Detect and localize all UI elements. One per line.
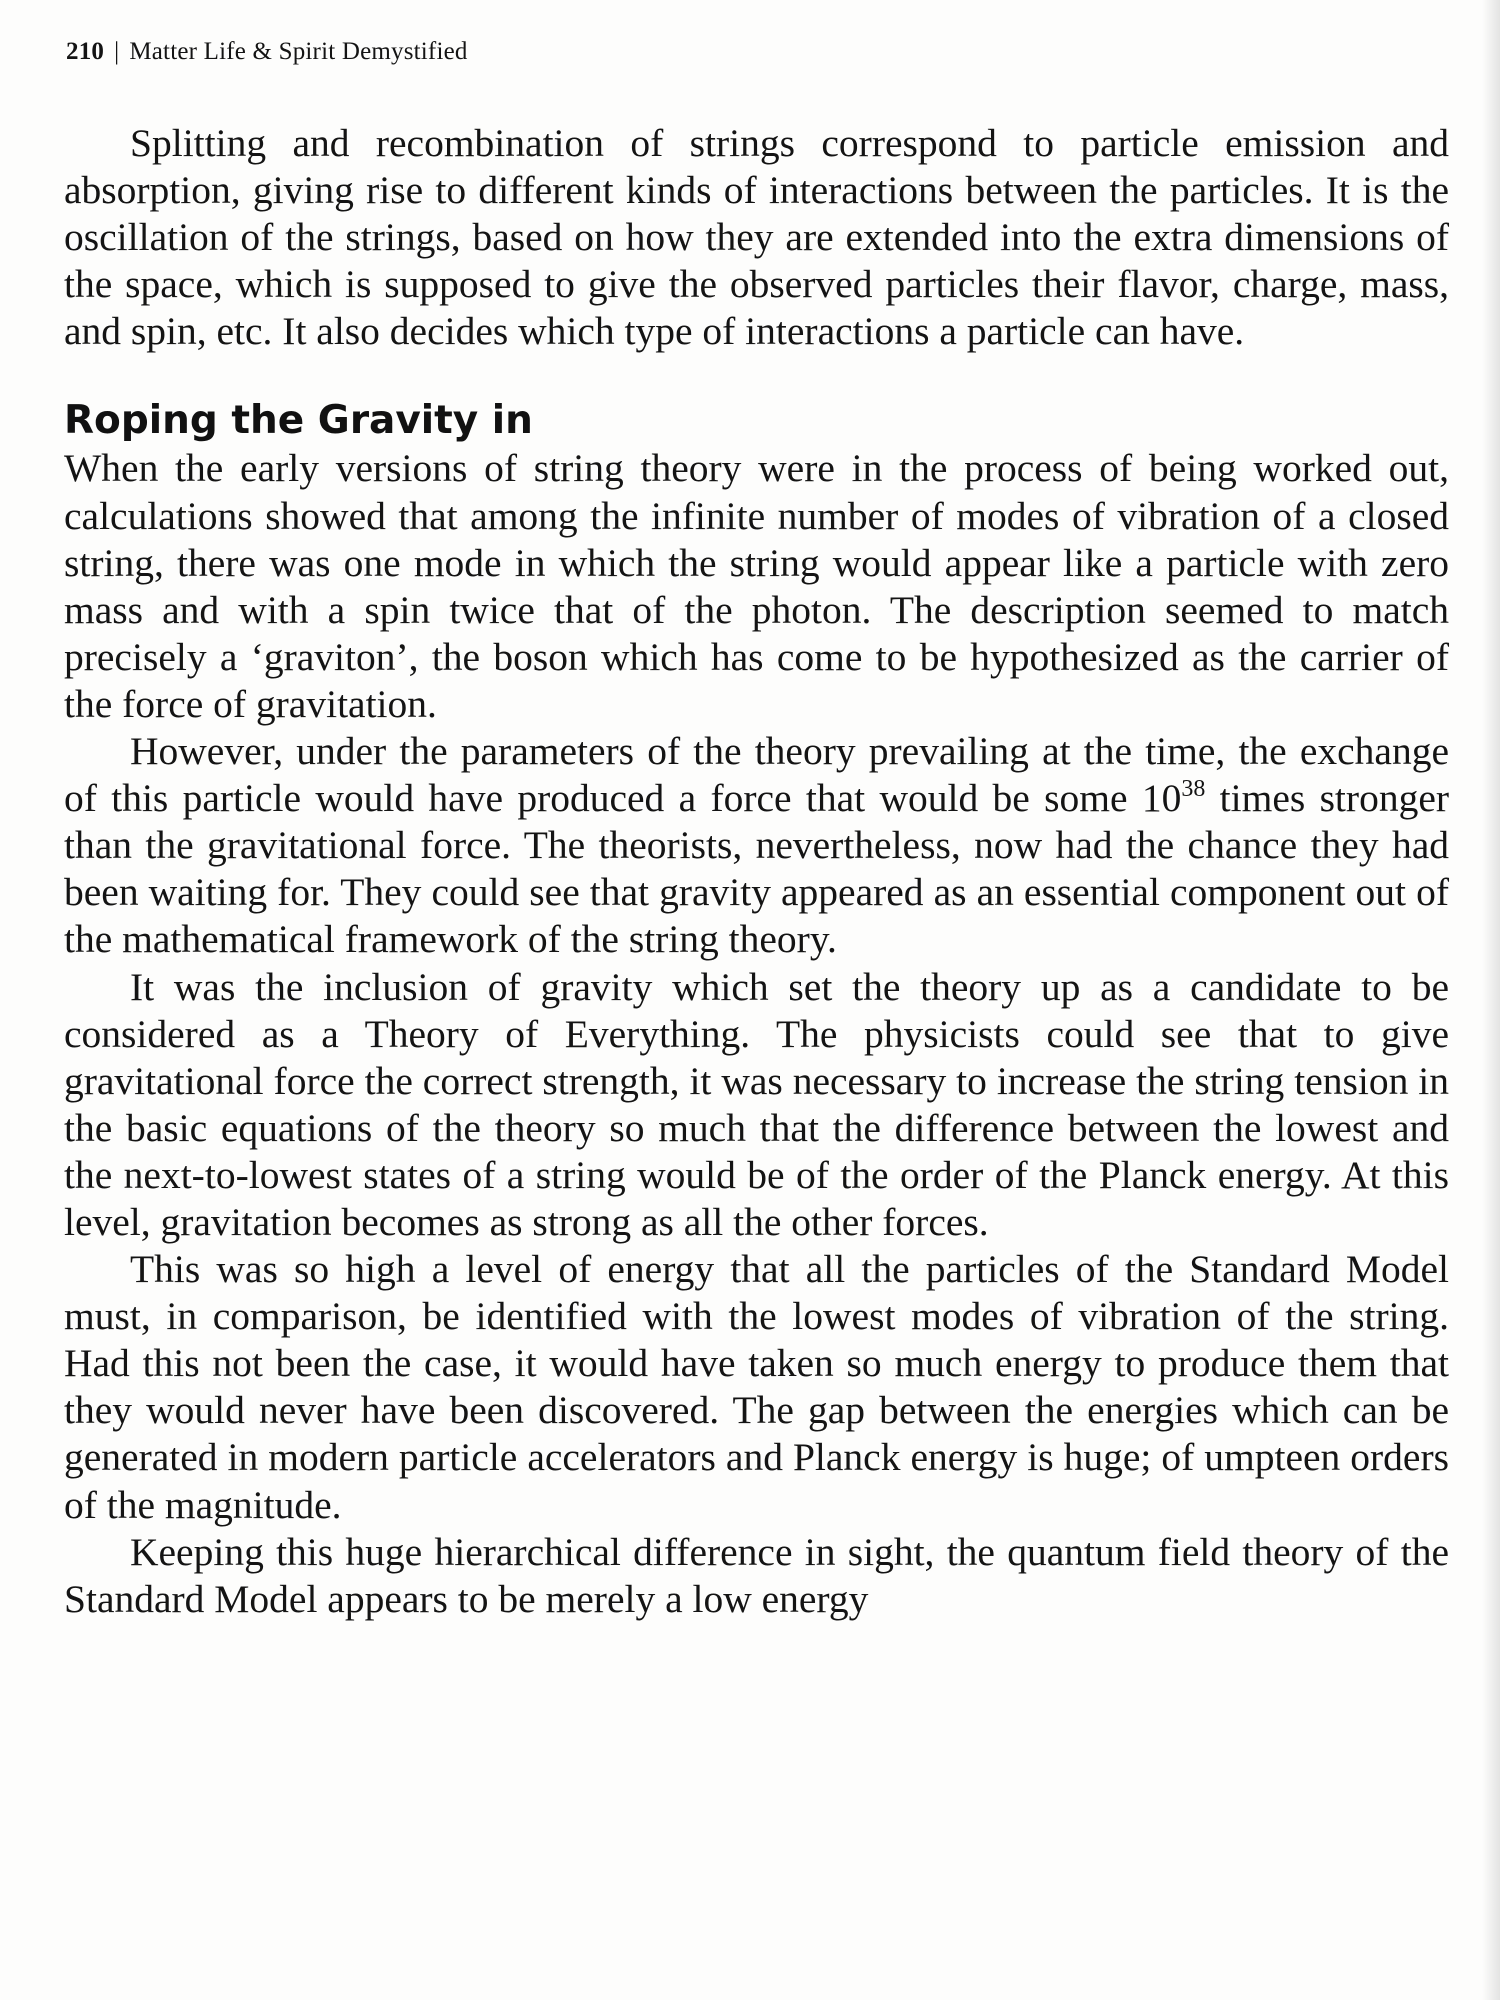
body-text (64, 120, 1449, 1623)
paragraph-planck-energy: This was so high a level of energy that all the particles of the Standard Model must, in comparison, be identified with the lowest modes of vibration of the string. Had this not been the case, it would have taken so much energy to produce them that they would never have been discovered. The gap between the energies which can be generated in modern particle accelerators and Planck energy is huge; of umpteen orders of the magnitude. (64, 1247, 1449, 1527)
page-number: 210 (66, 38, 105, 65)
running-head (66, 38, 468, 66)
running-head-separator: | (114, 38, 120, 65)
page-edge-shadow (1482, 0, 1500, 2000)
paragraph-string-splitting: Splitting and recombination of strings correspond to particle emission and absorption, giving rise to different kinds of interactions between the particles. It is the oscillation of the strings, based on how they are extended into the extra dimensions of the space, which is supposed to give the observed particles their flavor, charge, mass, and spin, etc. It also decides which type of interactions a particle can have. (64, 121, 1449, 354)
paragraph-theory-of-everything: It was the inclusion of gravity which set the theory up as a candidate to be considered as a Theory of Everything. The physicists could see that to give gravitational force the correct strength, it was necessary to increase the string tension in the basic equations of the theory so much that the difference between the lowest and the next-to-lowest states of a string would be of the order of the Planck energy. At this level, gravitation becomes as strong as all the other forces. (64, 964, 1449, 1244)
paragraph-force-strength-end: times stronger than the gravitational force. The theorists, nevertheless, now had the chance they had been waiting for. They could see that gravity appeared as an essential component out of the mathematical framework of the string theory. (64, 776, 1449, 962)
paragraph-force-strength (64, 728, 1449, 963)
book-title: Matter Life & Spirit Demystified (129, 38, 468, 65)
section-heading: Roping the Gravity in (64, 398, 533, 444)
paragraph-hierarchy: Keeping this huge hierarchical difference in sight, the quantum field theory of the Standard Model appears to be merely a low energy (64, 1529, 1449, 1621)
paragraph-force-strength-start: However, under the parameters of the theory prevailing at the time, the exchange of this particle would have produced a force that would be some 10 (64, 729, 1449, 821)
paragraph-graviton: When the early versions of string theory were in the process of being worked out, calculations showed that among the infinite number of modes of vibration of a closed string, there was one mode in which the string would appear like a particle with zero mass and with a spin twice that of the photon. The description seemed to match precisely a ‘graviton’, the boson which has come to be hypothesized as the carrier of the force of gravitation. (64, 446, 1449, 726)
exponent: 38 (1181, 776, 1206, 803)
